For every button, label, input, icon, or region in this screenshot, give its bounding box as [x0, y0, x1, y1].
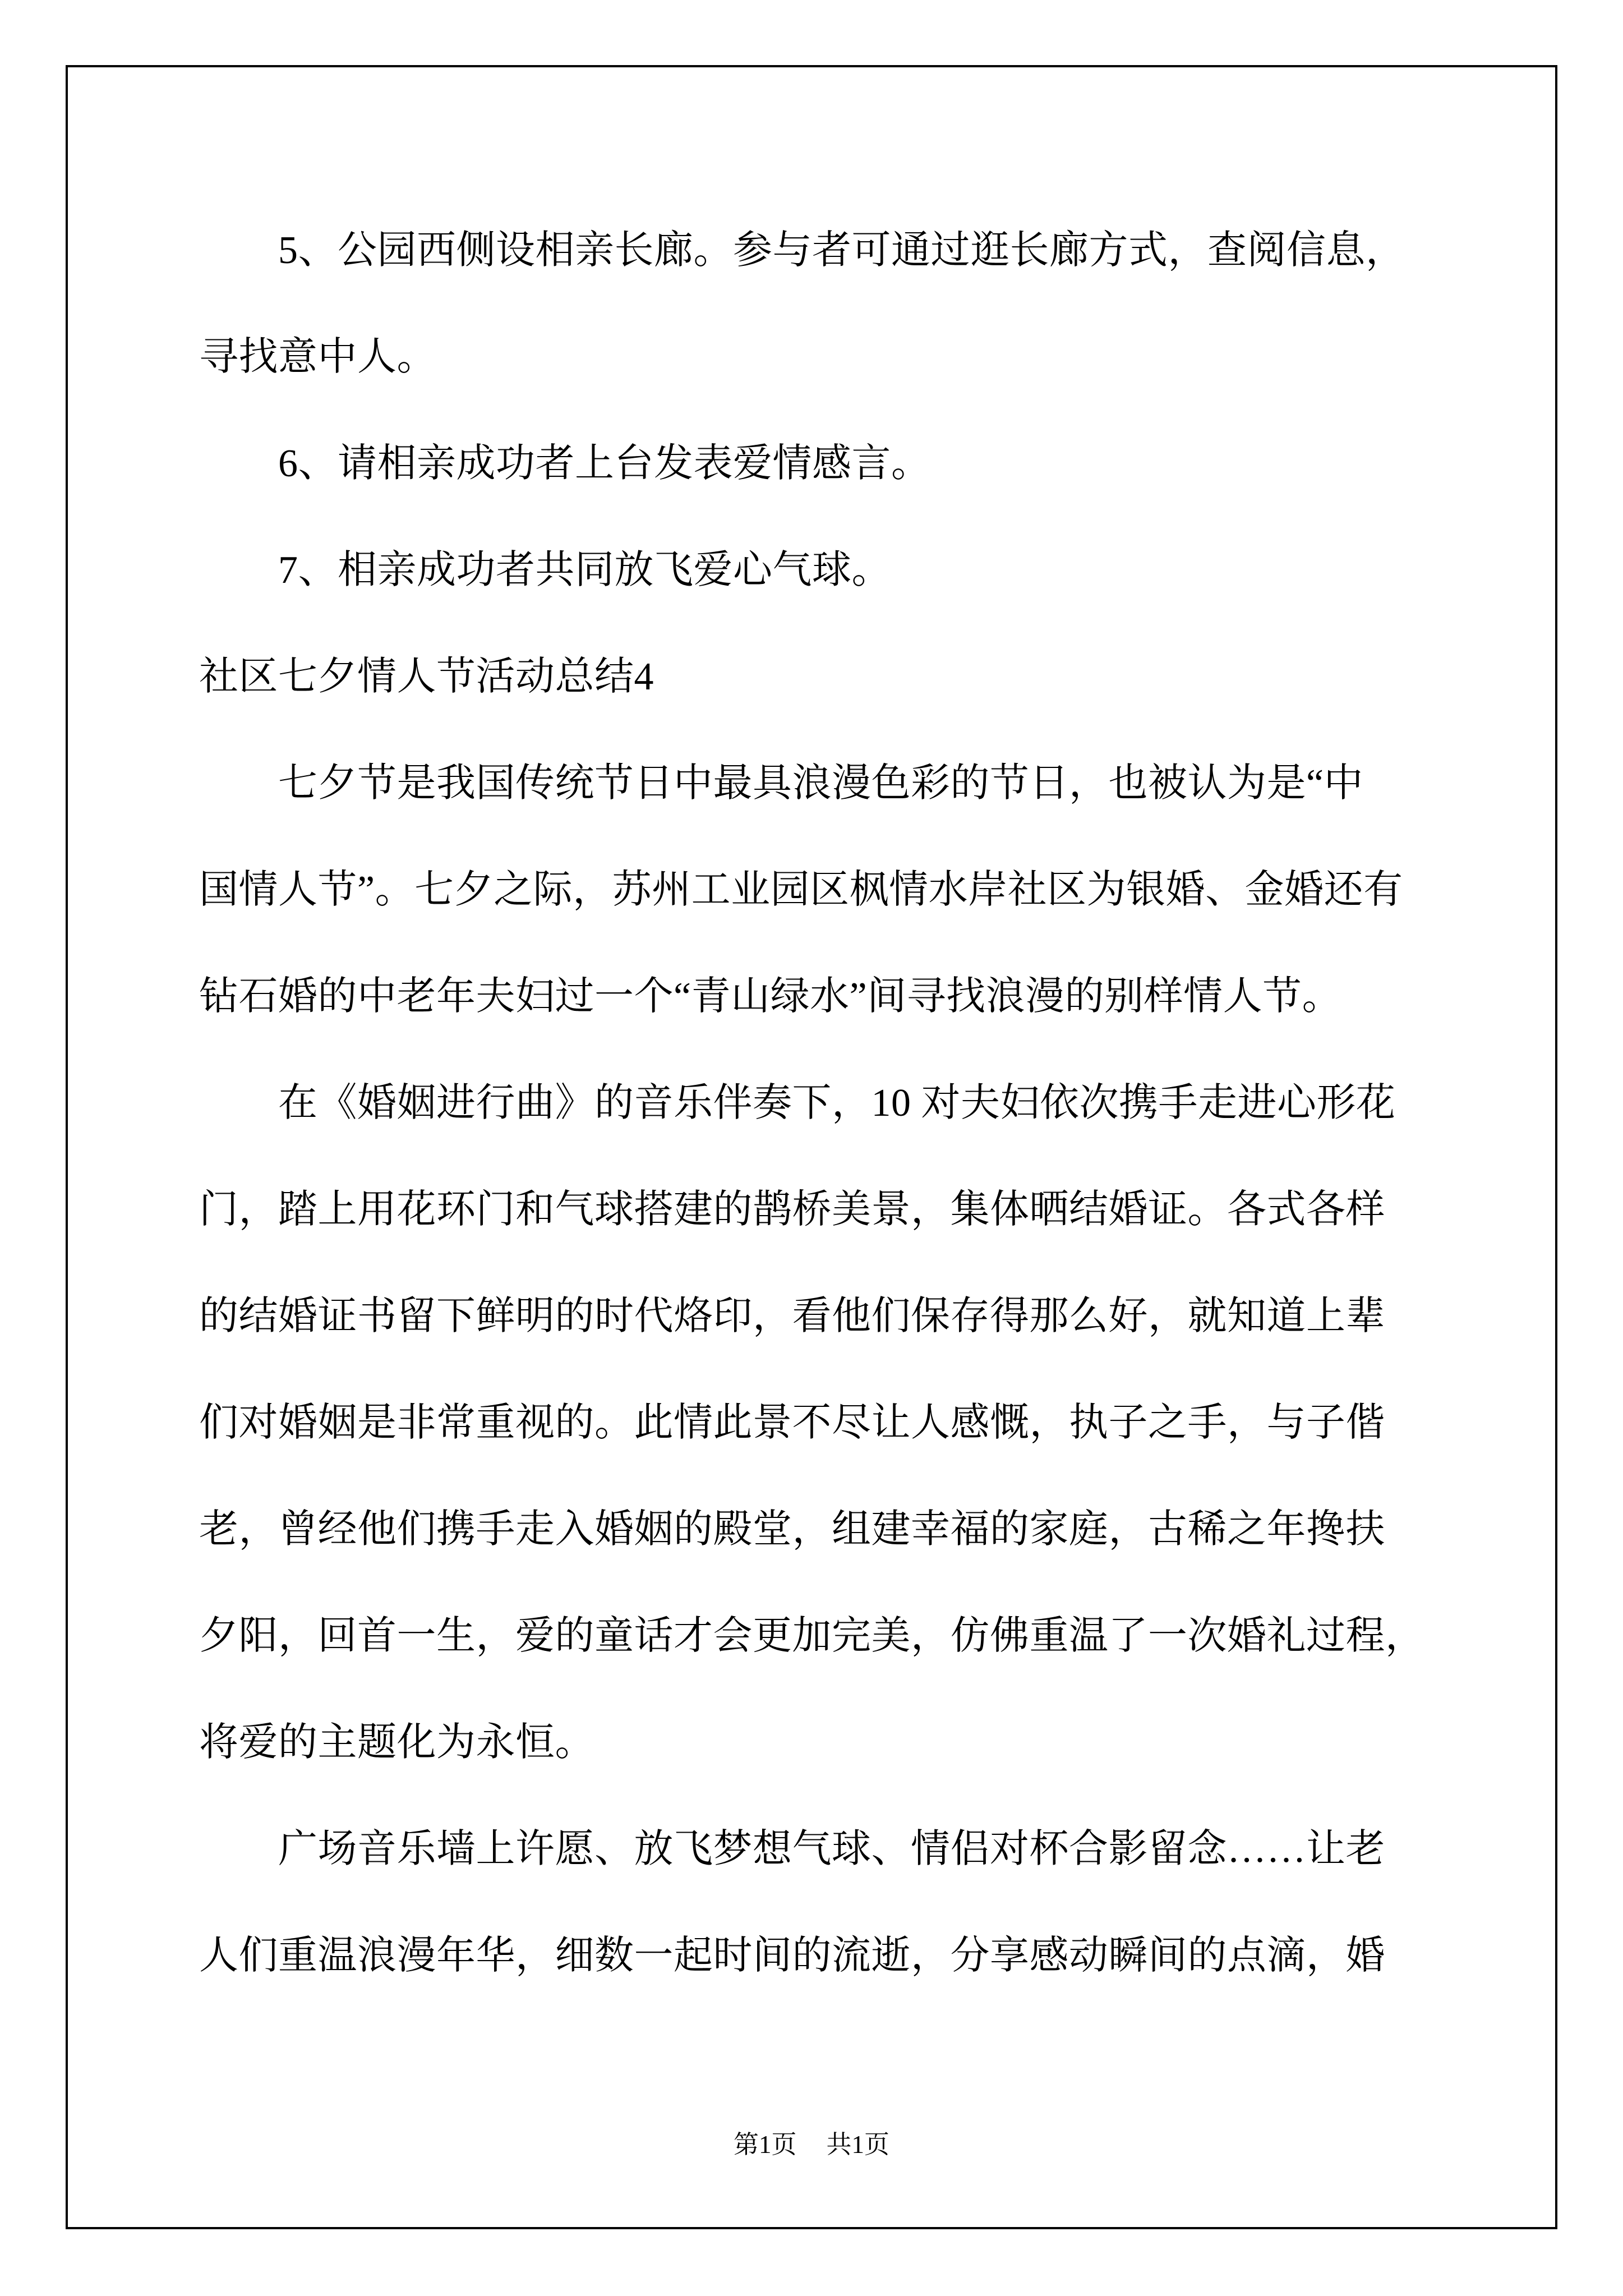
page-number-label: 第1页 [733, 2131, 797, 2159]
text-line: 在《婚姻进行曲》的音乐伴奏下，10 对夫妇依次携手走进心形花 [278, 1082, 1396, 1125]
document-body [199, 197, 1425, 2009]
text-line: 广场音乐墙上许愿、放飞梦想气球、情侣对杯合影留念……让老 [278, 1828, 1385, 1871]
text-line: 6、请相亲成功者上台发表爱情感言。 [278, 442, 931, 485]
text-line: 七夕节是我国传统节日中最具浪漫色彩的节日，也被认为是“中 [278, 762, 1364, 805]
text-line: 将爱的主题化为永恒。 [199, 1721, 594, 1764]
text-line: 门，踏上用花环门和气球搭建的鹊桥美景，集体晒结婚证。各式各样 [199, 1188, 1385, 1231]
text-line: 们对婚姻是非常重视的。此情此景不尽让人感慨，执子之手，与子偕 [199, 1401, 1385, 1444]
text-line: 老，曾经他们携手走入婚姻的殿堂，组建幸福的家庭，古稀之年搀扶 [199, 1508, 1385, 1551]
text-line: 寻找意中人。 [199, 335, 436, 379]
text-line: 7、相亲成功者共同放飞爱心气球。 [278, 549, 891, 592]
text-line: 5、公园西侧设相亲长廊。参与者可通过逛长廊方式，查阅信息， [278, 229, 1405, 272]
page-footer [0, 2128, 1623, 2161]
text-line: 国情人节”。七夕之际，苏州工业园区枫情水岸社区为银婚、金婚还有 [199, 868, 1403, 912]
text-line: 人们重温浪漫年华，细数一起时间的流逝，分享感动瞬间的点滴，婚 [199, 1934, 1385, 1977]
text-line: 的结婚证书留下鲜明的时代烙印，看他们保存得那么好，就知道上辈 [199, 1295, 1385, 1338]
text-line: 钻石婚的中老年夫妇过一个“青山绿水”间寻找浪漫的别样情人节。 [199, 975, 1342, 1018]
section-heading: 社区七夕情人节活动总结4 [199, 655, 654, 698]
text-line: 夕阳，回首一生，爱的童话才会更加完美，仿佛重温了一次婚礼过程， [199, 1614, 1425, 1658]
total-pages-label: 共1页 [826, 2131, 890, 2159]
